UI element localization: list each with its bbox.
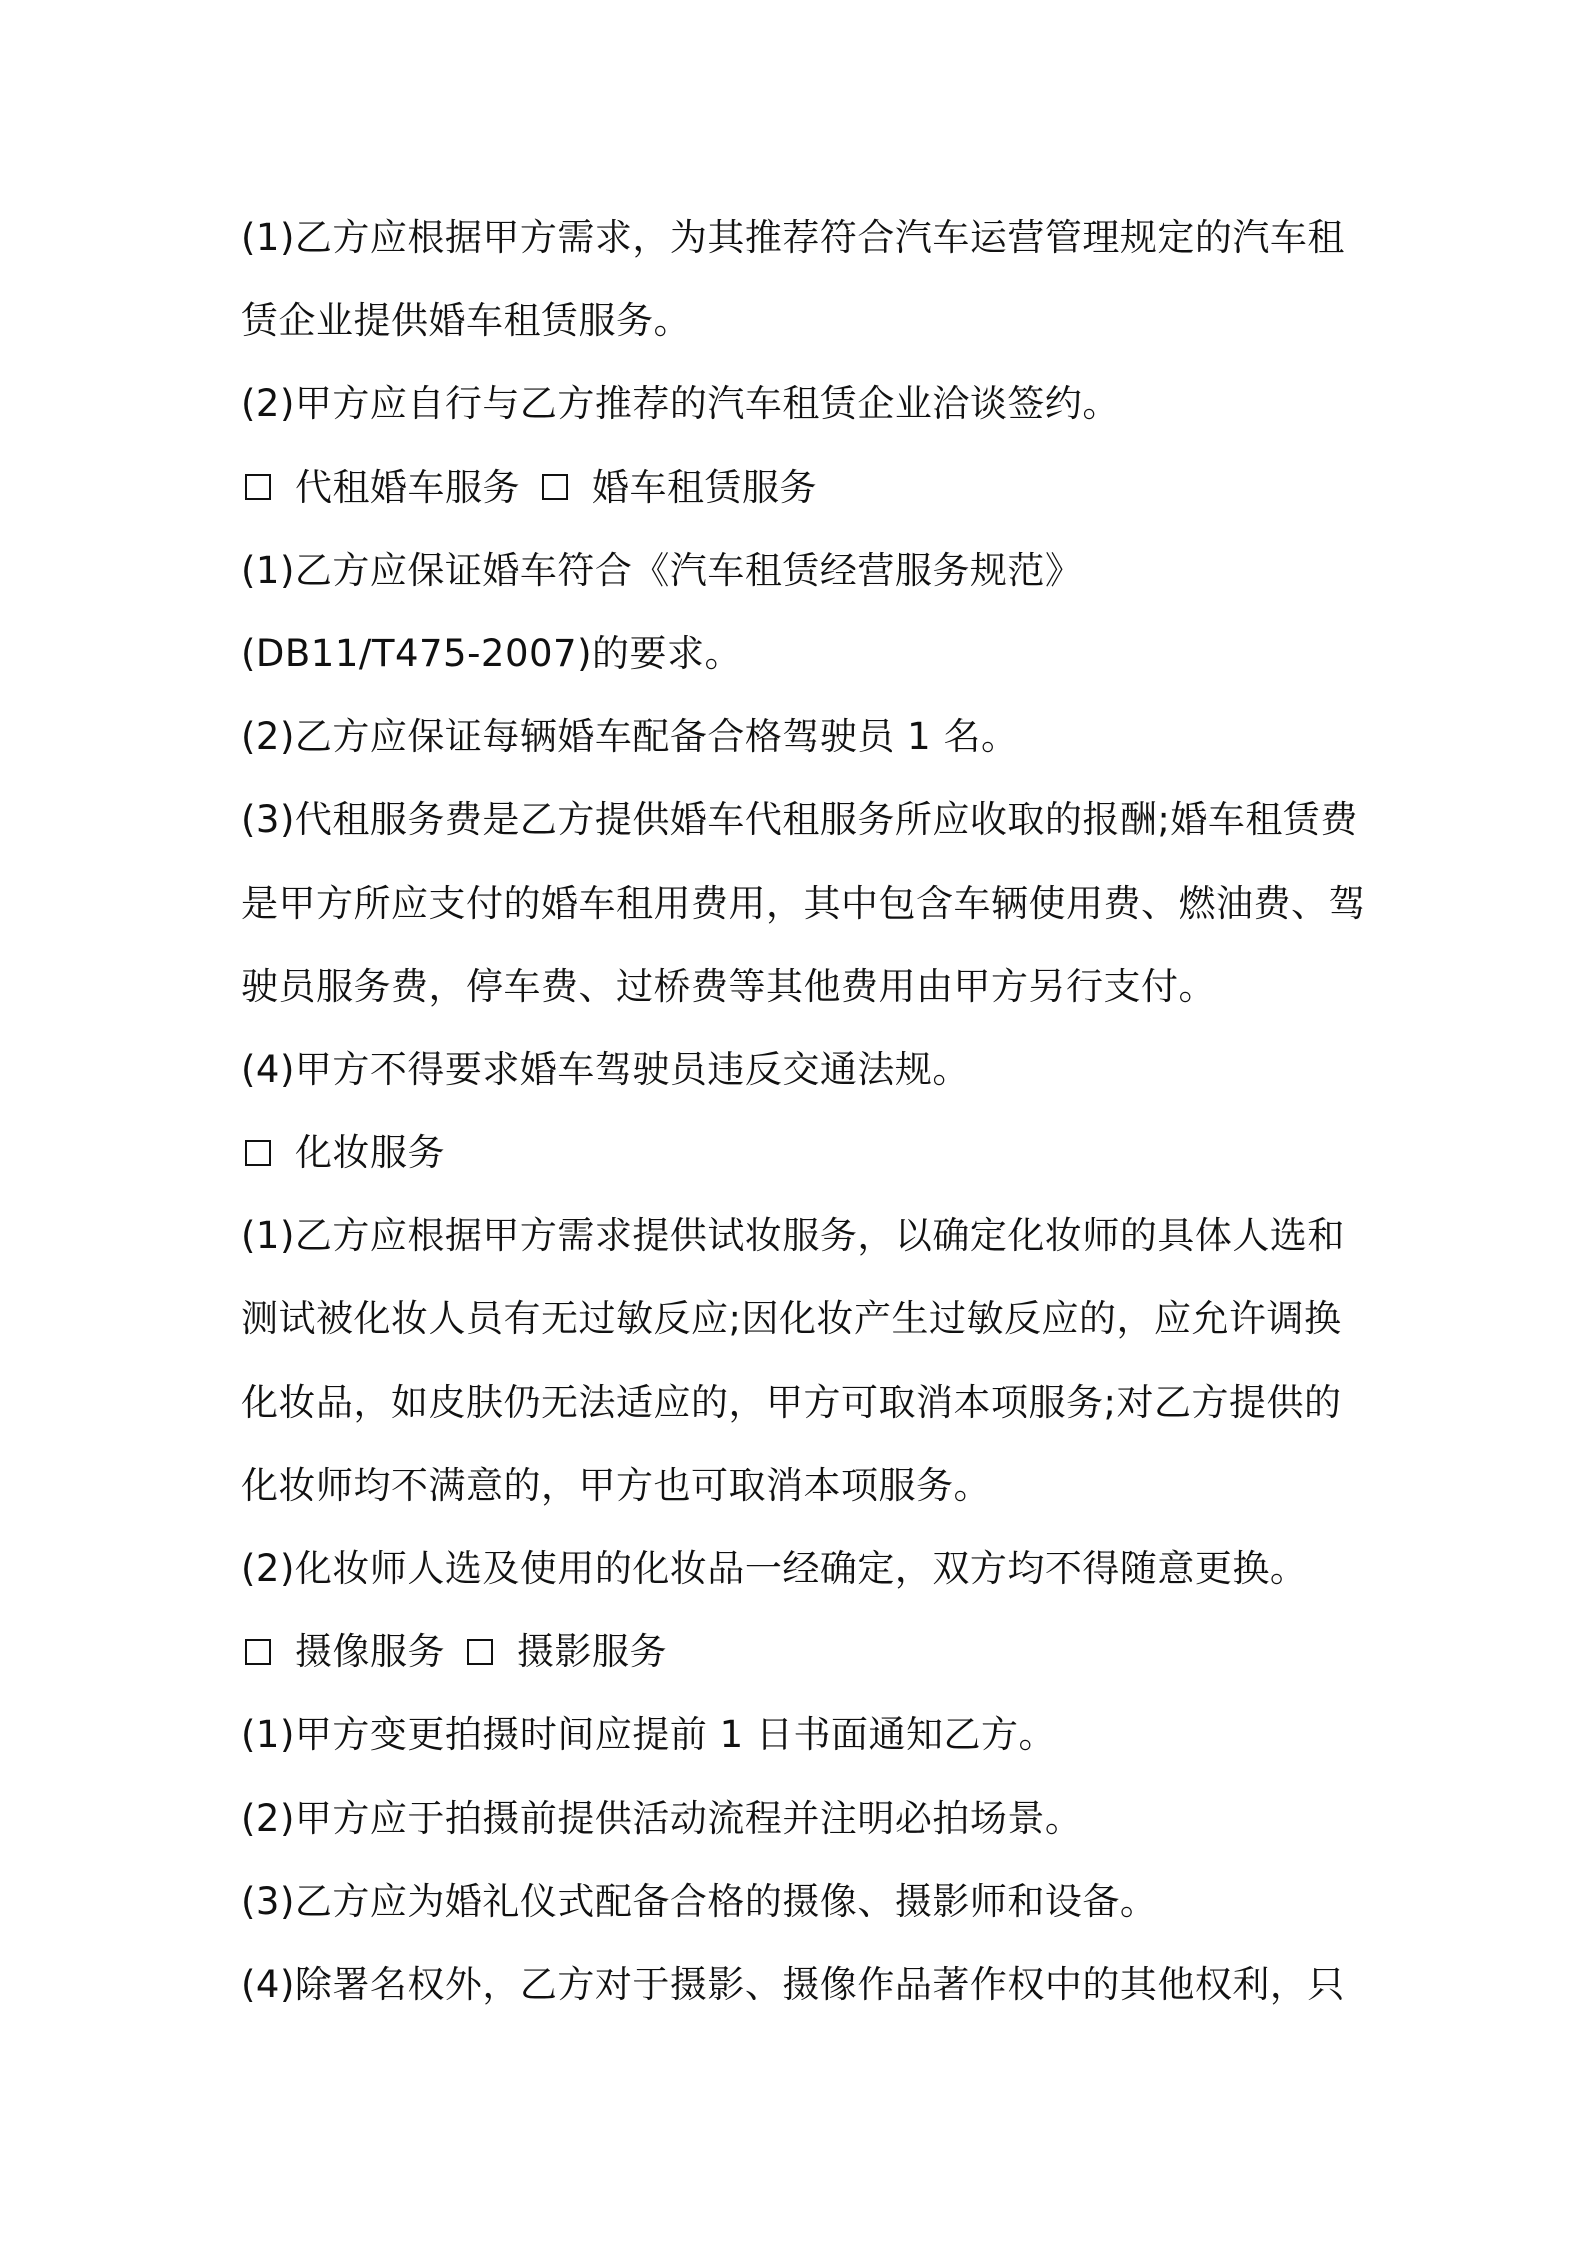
paragraph-line: (4)甲方不得要求婚车驾驶员违反交通法规。	[241, 1047, 970, 1091]
checkbox-label: 代租婚车服务	[295, 465, 520, 509]
paragraph-line: 化妆师均不满意的，甲方也可取消本项服务。	[241, 1463, 991, 1507]
paragraph-line: (3)乙方应为婚礼仪式配备合格的摄像、摄影师和设备。	[241, 1879, 1158, 1923]
paragraph-line: (2)乙方应保证每辆婚车配备合格驾驶员 1 名。	[241, 715, 1019, 759]
checkbox-makeup-service[interactable]	[245, 1140, 271, 1166]
checkbox-label: 婚车租赁服务	[592, 465, 817, 509]
checkbox-label: 摄像服务	[295, 1630, 445, 1674]
paragraph-line: (DB11/T475-2007)的要求。	[241, 631, 743, 675]
paragraph-line: (1)乙方应根据甲方需求，为其推荐符合汽车运营管理规定的汽车租	[241, 216, 1345, 259]
checkbox-row-video-photo	[241, 1610, 1361, 1693]
paragraph-line: 化妆品，如皮肤仍无法适应的，甲方可取消本项服务;对乙方提供的	[241, 1380, 1342, 1424]
checkbox-video-service[interactable]	[245, 1639, 271, 1665]
paragraph-line: (3)代租服务费是乙方提供婚车代租服务所应收取的报酬;婚车租赁费	[241, 798, 1358, 842]
paragraph-line: (1)甲方变更拍摄时间应提前 1 日书面通知乙方。	[241, 1713, 1056, 1757]
paragraph-line: 赁企业提供婚车租赁服务。	[241, 299, 691, 343]
checkbox-label: 化妆服务	[295, 1131, 445, 1175]
paragraph-line: 是甲方所应支付的婚车租用费用，其中包含车辆使用费、燃油费、驾	[241, 881, 1366, 925]
document-body	[241, 196, 1366, 2026]
paragraph-line: 驶员服务费，停车费、过桥费等其他费用由甲方另行支付。	[241, 964, 1216, 1008]
checkbox-car-leasing[interactable]	[542, 474, 568, 500]
checkbox-row-makeup	[241, 1111, 1361, 1194]
paragraph-line: 测试被化妆人员有无过敏反应;因化妆产生过敏反应的，应允许调换	[241, 1297, 1342, 1341]
paragraph-line: (1)乙方应保证婚车符合《汽车租赁经营服务规范》	[241, 548, 1083, 592]
paragraph-line: (1)乙方应根据甲方需求提供试妆服务，以确定化妆师的具体人选和	[241, 1214, 1345, 1258]
paragraph-line: (2)甲方应自行与乙方推荐的汽车租赁企业洽谈签约。	[241, 382, 1120, 426]
paragraph-line: (4)除署名权外，乙方对于摄影、摄像作品著作权中的其他权利，只	[241, 1962, 1345, 2006]
checkbox-row-wedding-car	[241, 446, 1361, 529]
paragraph-line: (2)化妆师人选及使用的化妆品一经确定，双方均不得随意更换。	[241, 1547, 1308, 1590]
paragraph-line: (2)甲方应于拍摄前提供活动流程并注明必拍场景。	[241, 1796, 1083, 1840]
checkbox-photo-service[interactable]	[467, 1639, 493, 1665]
checkbox-car-rental-agency[interactable]	[245, 474, 271, 500]
checkbox-label: 摄影服务	[517, 1630, 667, 1674]
